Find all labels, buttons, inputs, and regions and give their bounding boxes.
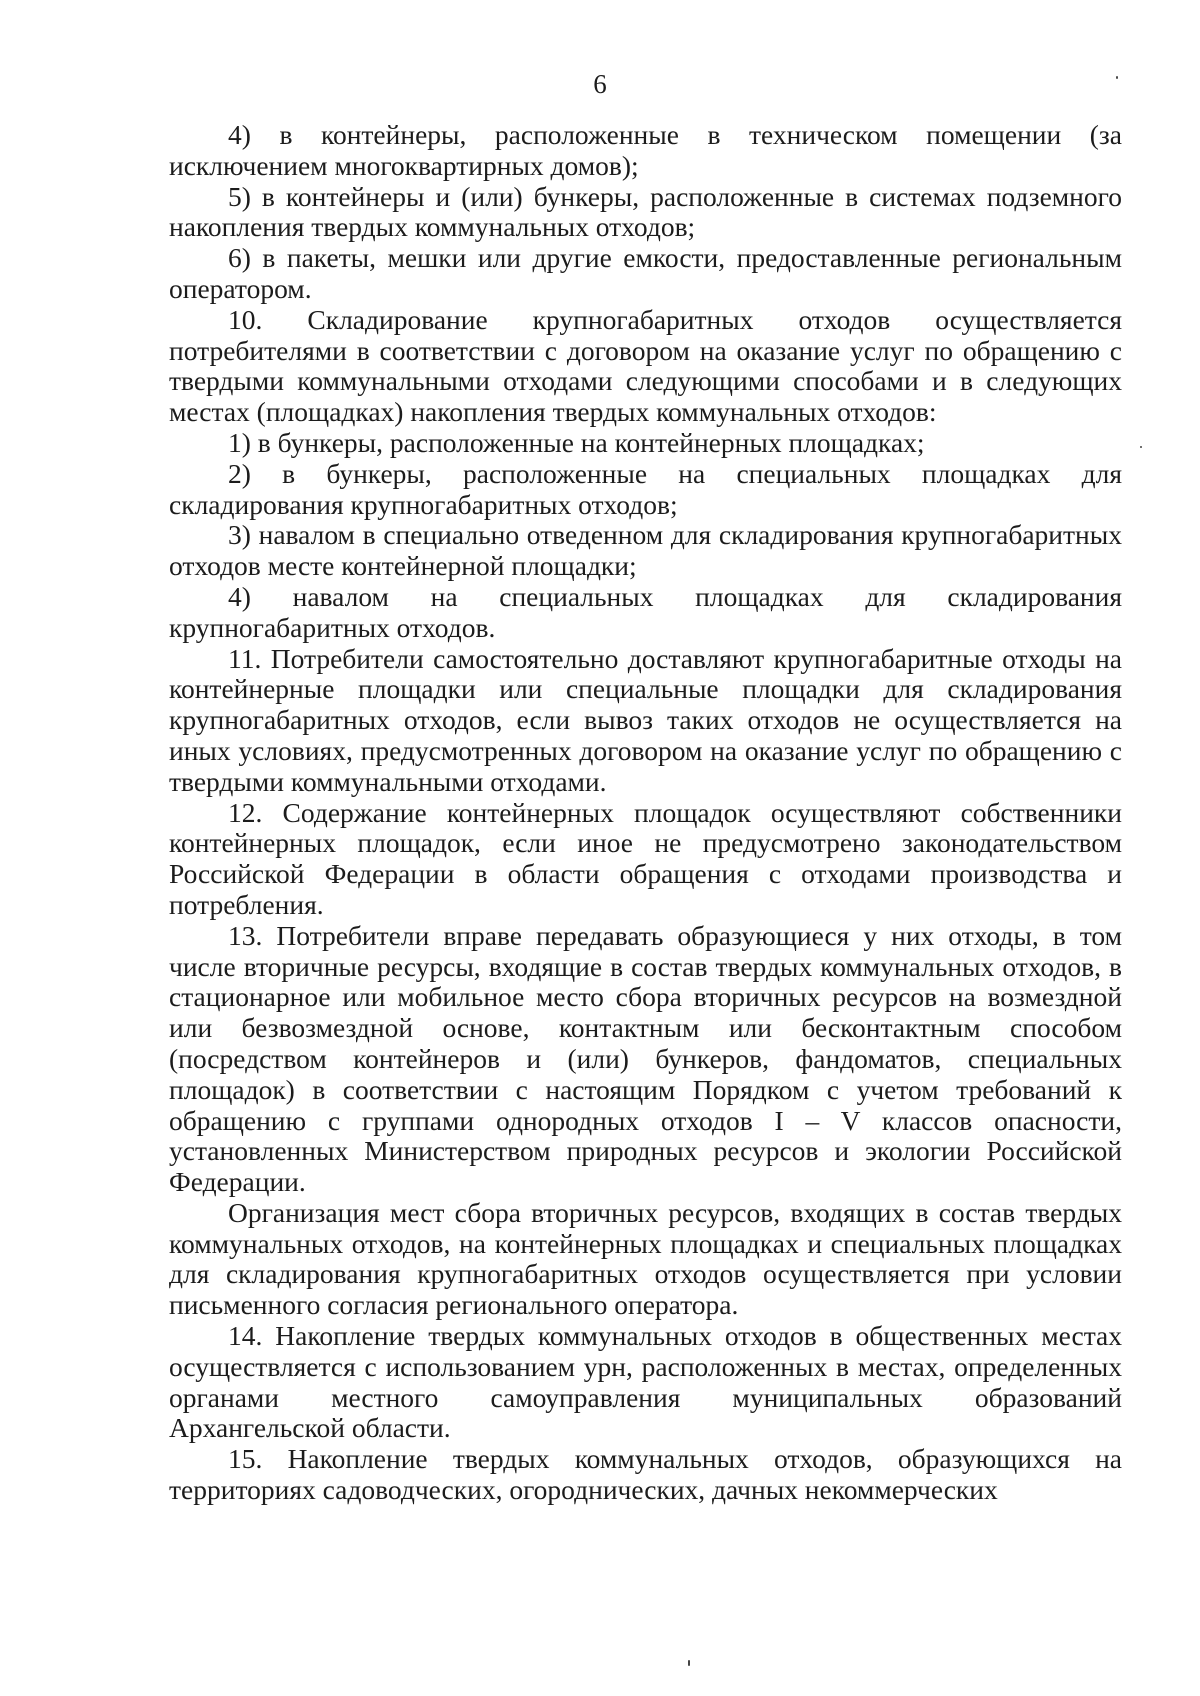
paragraph-clause-12: 12. Содержание контейнерных площадок осуществляют собственники контейнерных площадок, если иное не предусмотрено законодательством Российской Федерации в области обращения с отходами производства и потребления. — [169, 796, 1122, 920]
paragraph-clause-10-item-1: 1) в бункеры, расположенные на контейнерных площадках; — [228, 426, 925, 458]
paragraph-clause-13: 13. Потребители вправе передавать образующиеся у них отходы, в том числе вторичные ресурсы, входящие в состав твердых коммунальных отходов, в стационарное или мобильное место сбора вторичных ресурсов на возмездной или безвозмездной основе, контактным или бесконтактным способом (посредством контейнеров и (или) бункеров, фандоматов, специальных площадок) в соответствии с настоящим Порядком с учетом требований к обращению с группами однородных отходов I – V классов опасности, установленных Министерством природных ресурсов и экологии Российской Федерации. — [169, 919, 1122, 1198]
paragraph-clause-13-continuation: Организация мест сбора вторичных ресурсов, входящих в состав твердых коммунальных отходов, на контейнерных площадках и специальных площадках для складирования крупногабаритных отходов осуществляется при условии письменного согласия регионального оператора. — [169, 1196, 1122, 1321]
paragraph-clause-11: 11. Потребители самостоятельно доставляют крупногабаритные отходы на контейнерные площадки или специальные площадки для складирования крупногабаритных отходов, если вывоз таких отходов не осуществляется на иных условиях, предусмотренных договором на оказание услуг по обращению с твердыми коммунальными отходами. — [169, 642, 1122, 797]
paragraph-clause-10: 10. Складирование крупногабаритных отходов осуществляется потребителями в соответствии с договором на оказание услуг по обращению с твердыми коммунальными отходами следующими способами и в следующих местах (площадках) накопления твердых коммунальных отходов: — [169, 303, 1122, 428]
paragraph-item-6-bags: 6) в пакеты, мешки или другие емкости, предоставленные региональным оператором. — [169, 242, 1122, 304]
paragraph-clause-10-item-4: 4) навалом на специальных площадках для складирования крупногабаритных отходов. — [169, 580, 1122, 643]
scan-speck — [1140, 446, 1142, 448]
paragraph-clause-10-item-3: 3) навалом в специально отведенном для складирования крупногабаритных отходов месте контейнерной площадки; — [169, 519, 1122, 582]
document-body — [169, 120, 1122, 1506]
page-number: 6 — [593, 69, 607, 99]
paragraph-clause-10-item-2: 2) в бункеры, расположенные на специальных площадках для складирования крупногабаритных отходов; — [169, 457, 1122, 520]
paragraph-clause-15: 15. Накопление твердых коммунальных отходов, образующихся на территориях садоводческих, огороднических, дачных некоммерческих — [169, 1443, 1122, 1506]
scan-speck — [1116, 76, 1118, 79]
paragraph-item-5-underground: 5) в контейнеры и (или) бункеры, расположенные в системах подземного накопления твердых коммунальных отходов; — [169, 180, 1122, 243]
paragraph-clause-14: 14. Накопление твердых коммунальных отходов в общественных местах осуществляется с использованием урн, расположенных в местах, определенных органами местного самоуправления муниципальных образований Архангельской области. — [169, 1320, 1122, 1444]
paragraph-item-4-technical-room: 4) в контейнеры, расположенные в техническом помещении (за исключением многоквартирных домов); — [169, 119, 1122, 181]
scan-speck — [688, 1660, 690, 1666]
